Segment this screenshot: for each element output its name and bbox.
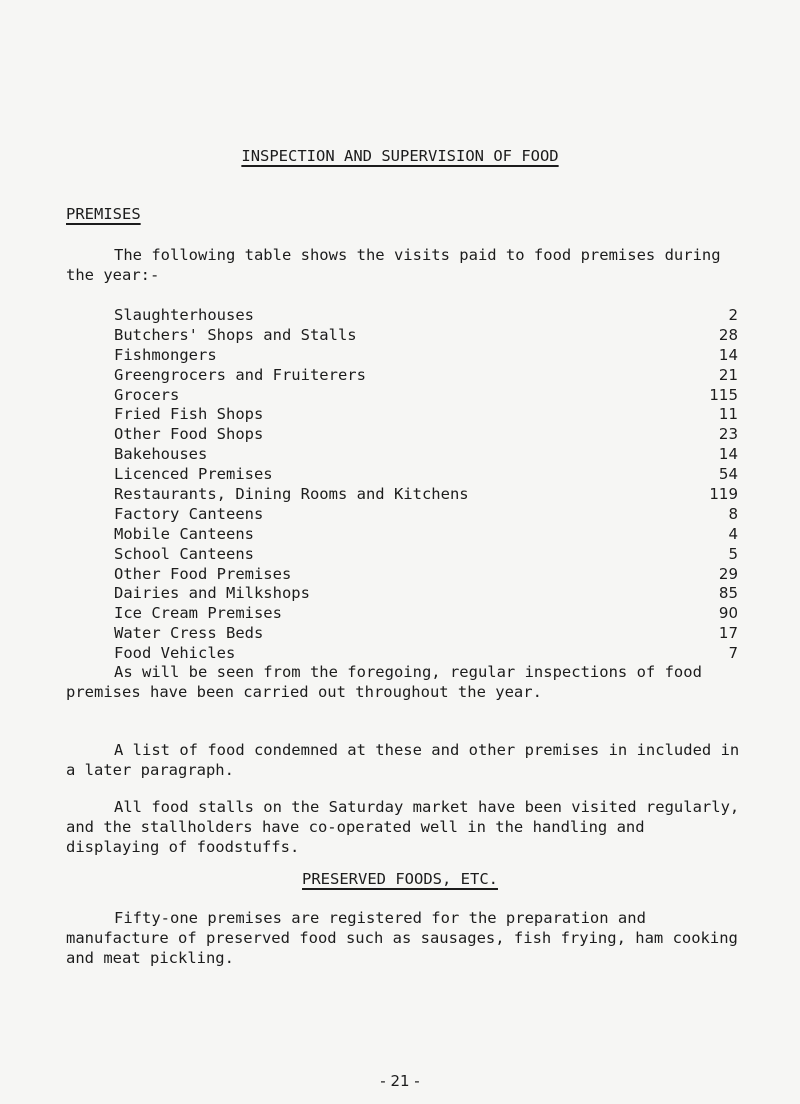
visit-count: 54 <box>718 465 738 484</box>
visit-count: 28 <box>718 325 738 344</box>
table-row <box>114 525 738 545</box>
premises-name: School Canteens <box>114 544 254 563</box>
preserved-paragraph: Fifty-one premises are registered for the preparation and manufacture of preserved food such as sausages, fish frying, ham cooking and meat pickling. <box>66 909 738 967</box>
visit-count: 8 <box>728 504 738 523</box>
premises-name: Other Food Premises <box>114 564 292 583</box>
premises-name: Factory Canteens <box>114 504 264 523</box>
table-row <box>114 346 738 366</box>
visit-count: 29 <box>718 564 738 583</box>
visit-count: 119 <box>709 485 738 504</box>
section-heading-premises: PREMISES <box>66 205 141 223</box>
visit-count: 4 <box>728 524 738 543</box>
table-row <box>114 425 738 445</box>
visit-count: 90 <box>718 604 738 623</box>
visit-count: 14 <box>718 445 738 464</box>
premises-name: Restaurants, Dining Rooms and Kitchens <box>114 485 469 504</box>
market-paragraph: All food stalls on the Saturday market have been visited regularly, and the stallholders have co-operated well in the handling and displaying of foodstuffs. <box>66 798 740 856</box>
table-row <box>114 624 738 644</box>
premises-name: Dairies and Milkshops <box>114 584 310 603</box>
premises-name: Bakehouses <box>114 445 208 464</box>
visit-count: 14 <box>718 345 738 364</box>
visit-count: 7 <box>728 644 738 663</box>
table-row <box>114 405 738 425</box>
premises-name: Other Food Shops <box>114 425 264 444</box>
table-row <box>114 445 738 465</box>
foregoing-paragraph: As will be seen from the foregoing, regular inspections of food premises have been carried out throughout the year. <box>66 663 702 701</box>
visit-count: 115 <box>709 385 738 404</box>
premises-name: Mobile Canteens <box>114 524 254 543</box>
table-row <box>114 485 738 505</box>
intro-paragraph: The following table shows the visits paid to food premises during the year:- <box>66 246 721 284</box>
premises-name: Butchers' Shops and Stalls <box>114 325 357 344</box>
page-number: - 21 - <box>380 1072 420 1090</box>
visit-count: 21 <box>718 365 738 384</box>
premises-name: Water Cress Beds <box>114 624 264 643</box>
table-row <box>114 306 738 326</box>
table-row <box>114 465 738 485</box>
preserved-foods-heading-text: PRESERVED FOODS, ETC. <box>302 870 498 888</box>
table-row <box>114 505 738 525</box>
premises-name: Fishmongers <box>114 345 217 364</box>
visit-count: 11 <box>718 405 738 424</box>
premises-name: Greengrocers and Fruiterers <box>114 365 366 384</box>
visit-count: 2 <box>728 306 738 324</box>
premises-name: Food Vehicles <box>114 644 236 663</box>
table-row <box>114 565 738 585</box>
premises-name: Ice Cream Premises <box>114 604 282 623</box>
table-row <box>114 366 738 386</box>
visit-count: 17 <box>718 624 738 643</box>
condemned-paragraph: A list of food condemned at these and other premises in included in a later paragraph. <box>66 741 740 779</box>
premises-name: Fried Fish Shops <box>114 405 264 424</box>
table-row <box>114 386 738 406</box>
visit-count: 23 <box>718 425 738 444</box>
page-title <box>0 147 800 165</box>
table-row <box>114 545 738 565</box>
table-row <box>114 326 738 346</box>
premises-name: Slaughterhouses <box>114 306 254 324</box>
visit-count: 5 <box>728 544 738 563</box>
section-heading-preserved-foods <box>0 870 800 888</box>
page-title-text: INSPECTION AND SUPERVISION OF FOOD <box>241 147 559 165</box>
premises-name: Grocers <box>114 385 180 404</box>
table-row <box>114 584 738 604</box>
visits-table <box>114 306 738 664</box>
premises-name: Licenced Premises <box>114 465 273 484</box>
visit-count: 85 <box>718 584 738 603</box>
table-row <box>114 604 738 624</box>
